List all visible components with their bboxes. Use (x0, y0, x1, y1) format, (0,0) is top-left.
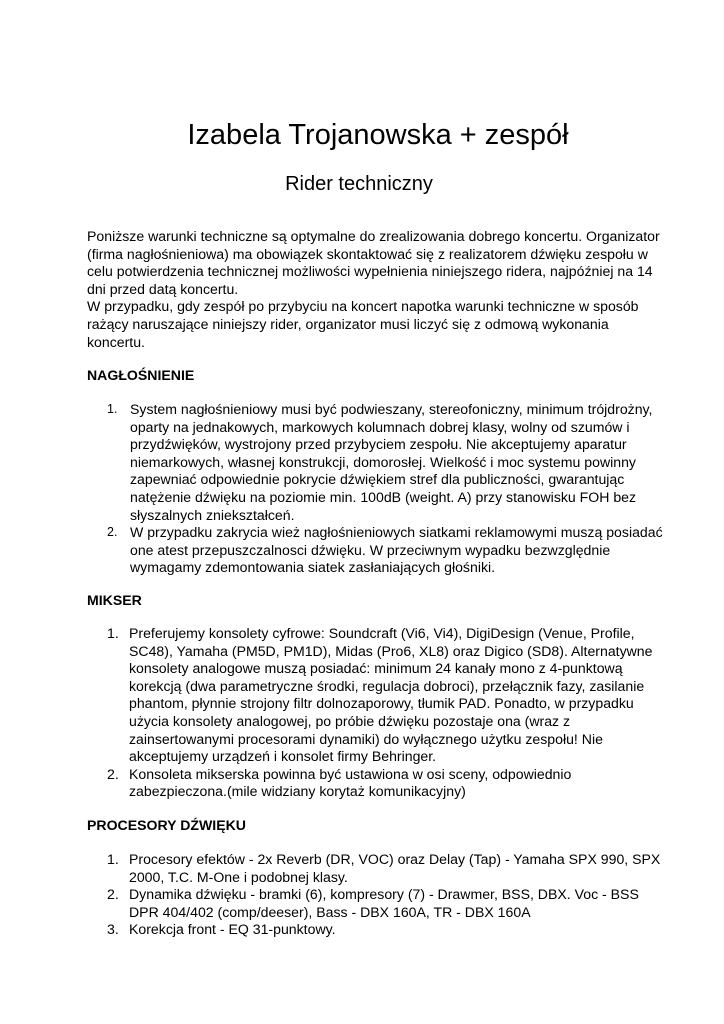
list-item (87, 524, 667, 577)
list-mikser (87, 625, 667, 801)
list-item-number: 2. (107, 765, 119, 782)
section-heading-mikser: MIKSER (87, 592, 142, 608)
list-item-text: W przypadku zakrycia wież nagłośnieniowych siatkami reklamowymi muszą posiadać one atest przepuszczalnosci dźwięku. W przeciwnym wypadku bezwzględnie wymagamy zdemontowania siatek zasłaniających głośniki. (130, 524, 663, 576)
list-item (87, 921, 667, 939)
list-procesory (87, 851, 667, 939)
document-subtitle: Rider techniczny (285, 173, 433, 195)
list-item (87, 401, 667, 524)
list-item (87, 766, 667, 801)
list-item-text: Dynamika dźwięku - bramki (6), kompresory (7) - Drawmer, BSS, DBX. Voc - BSS DPR 404/402 (comp/deeser), Bass - DBX 160A, TR - DBX 160A (129, 886, 639, 920)
document-title: Izabela Trojanowska + zespół (187, 119, 569, 151)
intro-paragraph: Poniższe warunki techniczne są optymalne do zrealizowania dobrego koncertu. Organizator (firma nagłośnieniowa) ma obowiązek skontaktować się z realizatorem dźwięku zespołu w celu potwierdzenia technicznej możliwości wypełnienia niniejszego ridera, najpóźniej na 14 dni przed datą koncertu. (87, 228, 660, 297)
list-item-number: 1. (107, 625, 119, 641)
list-item-number: 3. (107, 921, 119, 938)
list-item-number: 2. (107, 886, 119, 903)
list-item-text: Procesory efektów - 2x Reverb (DR, VOC) oraz Delay (Tap) - Yamaha SPX 990, SPX 2000, T.C. M-One i podobnej klasy. (129, 851, 661, 885)
section-heading-naglosnienie: NAGŁOŚNIENIE (87, 367, 195, 383)
list-item-text: Preferujemy konsolety cyfrowe: Soundcraft (Vi6, Vi4), DigiDesign (Venue, Profile, SC48), Yamaha (PM5D, PM1D), Midas (Pro6, XL8) oraz Digico (SD8). Alternatywne konsolety analogowe muszą posiadać: minimum 24 kanały mono z 4-punktową korekcją (dwa parametryczne środki, regulacja dobroci), przełącznik fazy, zasilanie phantom, płynnie strojony filtr dolnozaporowy, tłumik PAD. Ponadto, w przypadku użycia konsolety analogowej, po próbie dźwięku pozostaje ona (wraz z zainsertowanymi procesorami dynamiki) do wyłącznego użytku zespołu! Nie akceptujemy urządzeń i konsolet firmy Behringer. (129, 625, 653, 765)
list-item (87, 851, 667, 886)
list-item-text: Korekcja front - EQ 31-punktowy. (129, 921, 336, 938)
list-item-number: 2. (107, 525, 118, 540)
list-item (87, 886, 667, 921)
intro-paragraph: W przypadku, gdy zespół po przybyciu na koncert napotka warunki techniczne w sposób rażący naruszające niniejszy rider, organizator musi liczyć się z odmową wykonania koncertu. (87, 298, 639, 350)
list-item-text: Konsoleta mikserska powinna być ustawiona w osi sceny, odpowiednio zabezpieczona.(mile widziany korytaż komunikacyjny) (129, 765, 572, 800)
list-item (87, 625, 667, 766)
list-item-number: 1. (107, 402, 118, 416)
list-naglosnienie (87, 401, 667, 577)
intro-text (87, 228, 667, 351)
list-item-text: System nagłośnieniowy musi być podwieszany, stereofoniczny, minimum trójdrożny, oparty na jednakowych, markowych kolumnach dobrej klasy, wolny od szumów i przydźwięków, wystrojony przed przybyciem zespołu. Nie akceptujemy aparatur niemarkowych, własnej konstrukcji, domorosłej. Wielkość i moc systemu powinny zapewniać odpowiednie pokrycie dźwiękiem stref dla publiczności, gwarantując natężenie dźwięku na poziomie min. 100dB (weight. A) przy stanowisku FOH bez słyszalnych zniekształceń. (130, 401, 653, 523)
section-heading-procesory: PROCESORY DŹWIĘKU (87, 817, 246, 833)
list-item-number: 1. (107, 851, 119, 867)
